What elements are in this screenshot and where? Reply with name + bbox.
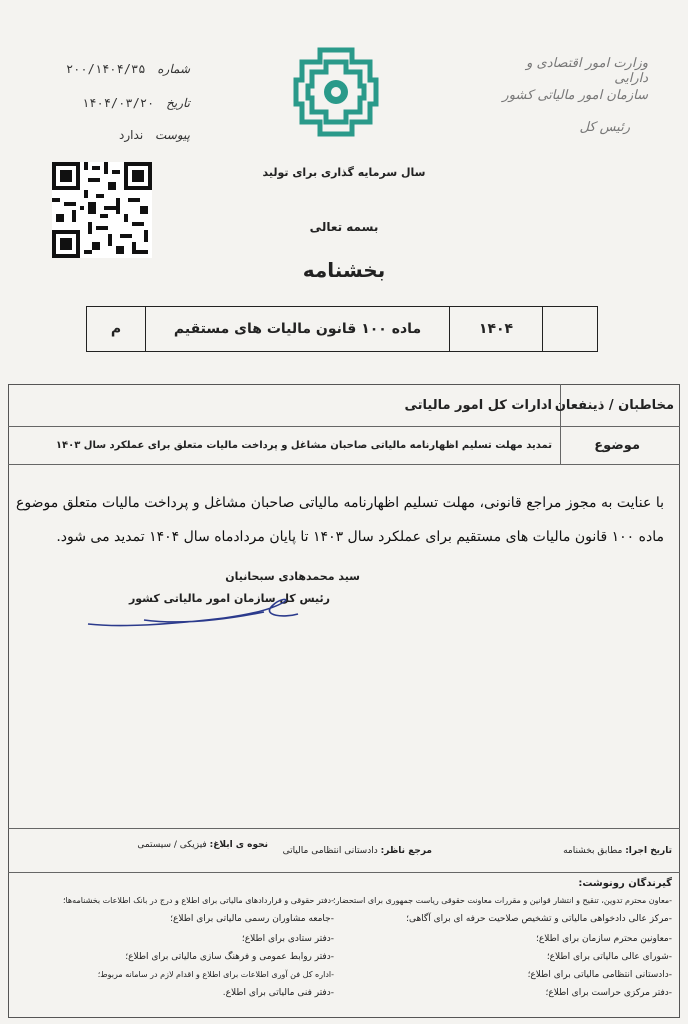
divider: [8, 828, 680, 829]
supervising-authority: [283, 846, 432, 856]
subject-label: موضوع: [594, 438, 640, 453]
divider: [8, 464, 680, 465]
circular-index-table: [86, 306, 598, 352]
supervising-authority-label: مرجع ناظر:: [380, 846, 432, 856]
letter-number: [40, 62, 190, 76]
divider: [8, 872, 680, 873]
bismillah: بسمه تعالی: [309, 220, 379, 234]
cc-right-item: -معاون محترم تدوین، تنقیح و انتشار قوانین و مقررات معاونت حقوقی ریاست جمهوری برای استحضار؛: [333, 896, 672, 905]
letter-attachment-value: ندارد: [119, 128, 144, 142]
notification-method-value: فیزیکی / سیستمی: [137, 840, 207, 850]
signatory-title: رئیس کل سازمان امور مالیاتی کشور: [128, 592, 330, 605]
index-cell-year: ۱۴۰۴: [450, 307, 543, 352]
execution-date-value: مطابق بخشنامه: [563, 846, 623, 856]
cc-left-item: -دفتر فنی مالیاتی برای اطلاع.: [222, 988, 334, 998]
cc-label: گیرندگان رونوشت:: [578, 878, 672, 889]
index-cell-m: م: [87, 307, 146, 352]
letter-date-label: تاریخ: [166, 96, 190, 110]
document-type-title: بخشنامه: [302, 258, 386, 282]
signatory-name: سید محمدهادی سبحانیان: [225, 570, 360, 583]
ministry-line-2: سازمان امور مالیاتی کشور: [502, 88, 648, 103]
index-cell-empty: [543, 307, 598, 352]
body-paragraph: با عنایت به مجوز مراجع قانونی، مهلت تسلیم اظهارنامه مالیاتی صاحبان مشاغل و پرداخت مالیات متعلق موضوع ماده ۱۰۰ قانون مالیات های مستقیم برای عملکرد سال ۱۴۰۳ تا پایان مردادماه سال ۱۴۰۴ تمدید می شود.: [16, 495, 664, 545]
year-slogan: سال سرمایه گذاری برای تولید: [262, 166, 426, 179]
addressees-label: مخاطبان / ذینفعان: [554, 398, 674, 413]
execution-date-label: تاریخ اجرا:: [625, 846, 672, 856]
letter-number-value: ۲۰۰/۱۴۰۴/۳۵: [65, 62, 146, 76]
letter-number-label: شماره: [157, 62, 190, 76]
divider: [8, 426, 680, 427]
subject-value: تمدید مهلت تسلیم اظهارنامه مالیاتی صاحبان مشاغل و پرداخت مالیات متعلق برای عملکرد سال ۱۴۰۳: [55, 440, 552, 451]
ministry-line-1: وزارت امور اقتصادی و دارایی: [526, 56, 648, 86]
letter-date: [40, 96, 190, 110]
divider: [560, 384, 561, 464]
cc-left-item: -دفتر روابط عمومی و فرهنگ سازی مالیاتی برای اطلاع؛: [125, 952, 334, 962]
cc-right-item: -معاونین محترم سازمان برای اطلاع؛: [536, 934, 672, 944]
letter-date-value: ۱۴۰۴/۰۳/۲۰: [82, 96, 155, 110]
cc-left-item: -جامعه مشاوران رسمی مالیاتی برای اطلاع؛: [170, 914, 334, 924]
ministry-line-3: رئیس کل: [579, 120, 630, 135]
emblem-logo: [290, 42, 382, 142]
letter-attachment-label: پیوست: [155, 128, 190, 142]
signature-scribble: [84, 594, 314, 634]
letter-attachment: [40, 128, 190, 142]
cc-left-item: -اداره کل فن آوری اطلاعات برای اطلاع و اقدام لازم در سامانه مربوط؛: [97, 970, 334, 979]
index-cell-title: ماده ۱۰۰ قانون مالیات های مستقیم: [146, 307, 450, 352]
addressees-value: ادارات کل امور مالیاتی: [404, 398, 552, 413]
cc-right-item: -شورای عالی مالیاتی برای اطلاع؛: [546, 952, 672, 962]
supervising-authority-value: دادستانی انتظامی مالیاتی: [282, 846, 378, 856]
cc-right-item: -مرکز عالی دادخواهی مالیاتی و تشخیص صلاحیت حرفه ای برای آگاهی؛: [406, 914, 672, 924]
execution-date: [563, 846, 672, 856]
cc-left-item: -دفتر حقوقی و قراردادهای مالیاتی برای اطلاع و درج در بانک اطلاعات بخشنامه‌ها؛: [62, 896, 334, 905]
cc-left-item: -دفتر ستادی برای اطلاع؛: [241, 934, 334, 944]
cc-right-item: -دادستانی انتظامی مالیاتی برای اطلاع؛: [527, 970, 672, 980]
cc-right-item: -دفتر مرکزی حراست برای اطلاع؛: [545, 988, 672, 998]
notification-method-label: نحوه ی ابلاغ:: [209, 840, 268, 850]
notification-method: [137, 840, 268, 850]
